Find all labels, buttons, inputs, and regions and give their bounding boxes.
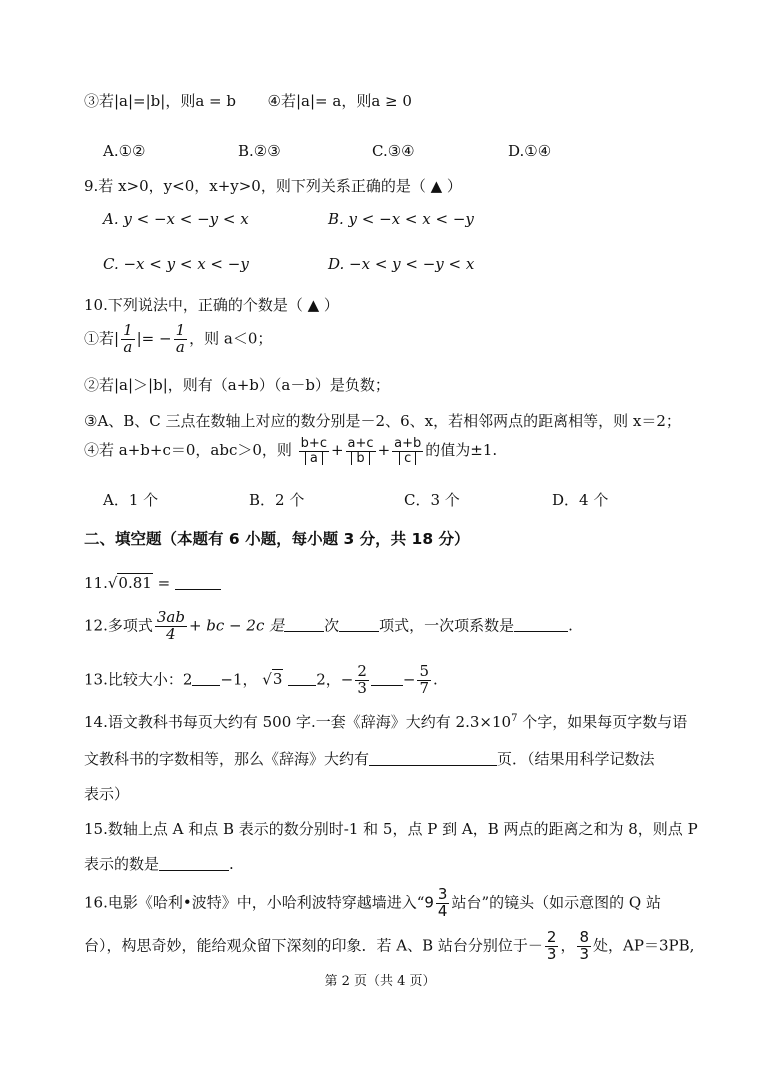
q8-option-d: D.①④ [508,142,552,160]
q9-option-c: C. −x < y < x < −y [103,255,249,273]
q10-item-2: ②若|a|＞|b|，则有（a+b）（a－b）是负数； [84,376,390,394]
q13: 13.比较大小：2 −1， √3 2，− $\frac{2}{3}$ − $\frac{5}{7}$ . [84,662,438,697]
q10-item-1: ①若| $\frac{1}{a}$ |= − $\frac{1}{a}$ ，则 a＜0； [84,321,273,356]
q14-line-1: 14.语文教科书每页大约有 500 字.一套《辞海》大约有 $2.3\times 10^7$ 个字，如果每页字数与语 [84,713,688,731]
q13-blank-2 [288,670,316,686]
q11-blank [175,574,221,590]
q10-option-c: C．3 个 [404,491,460,509]
q16-mixed-frac: $\frac{3}{4}$ [437,885,448,920]
q16-line-2: 台），构思奇妙，能给观众留下深刻的印象．若 A、B 站台分别位于－ $\frac{2}{3}$ ， $\frac{8}{3}$ 处，AP＝3PB, [84,928,695,963]
q9-option-b: B. y < −x < x < −y [328,210,474,228]
q8-items [84,92,412,110]
q10-option-b: B．2 个 [249,491,305,509]
q13-frac-1: $\frac{2}{3}$ [357,662,367,697]
q12-blank-2 [339,616,379,632]
q9-stem: 9.若 x>0，y<0，x+y>0，则下列关系正确的是（ ▲ ） [84,177,462,195]
page-footer: 第 2 页（共 4 页） [324,974,436,989]
q10-frac-2: $\frac{1}{a}$ [175,321,186,356]
q10-option-a: A．1 个 [103,491,159,509]
q10-item-4: ④若 a+b+c＝0，abc＞0，则 $\frac{b+c}{a}$ + $\frac{a+c}{b}$ + $\frac{a+b}{c}$ 的值为±1. [84,436,498,466]
q14-line-2: 文教科书的字数相等，那么《辞海》大约有 页．（结果用科学记数法 [84,750,655,768]
q10-item-3: ③A、B、C 三点在数轴上对应的数分别是－2、6、x，若相邻两点的距离相等，则 x＝2； [84,412,681,430]
sqrt-sign: √ [107,574,118,592]
q15-line-1: 15.数轴上点 A 和点 B 表示的数分别时-1 和 5，点 P 到 A，B 两点的距离之和为 8，则点 P [84,820,698,838]
q12-blank-3 [514,616,568,632]
q13-frac-2: $\frac{5}{7}$ [419,662,429,697]
q8-option-c: C.③④ [372,142,415,160]
q13-blank-3 [371,670,403,686]
q16-line-1: 16.电影《哈利•波特》中，小哈利波特穿越墙进入“9 $\frac{3}{4}$ 站台”的镜头（如示意图的 Q 站 [84,885,661,920]
q12-frac: $\frac{3ab}{4}$ [156,608,185,643]
q14-line-3: 表示） [84,785,130,803]
section-2-title: 二、填空题（本题有 6 小题，每小题 3 分，共 18 分） [84,530,470,548]
q16-frac-a: $\frac{2}{3}$ [546,928,557,963]
q10-frac-bc-a: $\frac{b+c}{a}$ [300,436,327,466]
q10-frac-1: $\frac{1}{a}$ [123,321,133,356]
q9-option-a: A. y < −x < −y < x [103,210,249,228]
q15-line-2: 表示的数是 . [84,855,234,873]
q16-frac-b: $\frac{8}{3}$ [579,928,590,963]
q14-blank [369,750,497,766]
q10-stem: 10.下列说法中，正确的个数是（ ▲ ） [84,296,339,314]
q11: 11.√0.81 = [84,574,221,592]
q8-item-4: ④若|a|= a，则a ≥ 0 [267,92,412,110]
q13-blank-1 [192,670,220,686]
q9-option-d: D. −x < y < −y < x [328,255,475,273]
q8-option-a: A.①② [103,142,146,160]
q15-blank [159,855,229,871]
q12-blank-1 [284,616,324,632]
q8-option-b: B.②③ [238,142,281,160]
q8-item-3: ③若|a|=|b|，则a = b [84,92,236,110]
q10-option-d: D．4 个 [552,491,609,509]
q10-frac-ab-c: $\frac{a+b}{c}$ [394,436,422,466]
q10-frac-ac-b: $\frac{a+c}{b}$ [347,436,374,466]
q12: 12.多项式 $\frac{3ab}{4}$ + bc − 2c 是 次 项式，一次项系数是 . [84,608,573,643]
